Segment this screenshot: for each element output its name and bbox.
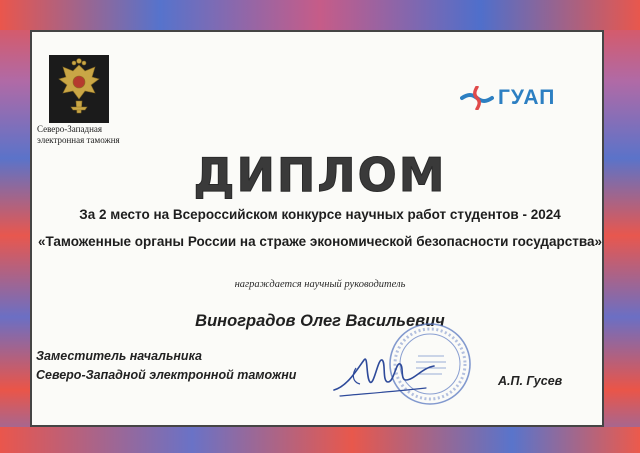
frame-top-band xyxy=(0,0,640,30)
award-line: За 2 место на Всероссийском конкурсе научных работ студентов - 2024 xyxy=(79,207,561,222)
handwritten-signature-icon xyxy=(330,338,440,408)
emblem-caption-line2: электронная таможня xyxy=(37,135,120,145)
emblem-caption xyxy=(37,124,157,146)
signatory-position-line1: Заместитель начальника xyxy=(36,349,203,363)
guap-cross-logo-icon xyxy=(460,86,494,110)
signatory-position-line2: Северо-Западной электронной таможни xyxy=(36,368,297,382)
signatory-position xyxy=(36,347,296,385)
emblem-caption-line1: Северо-Западная xyxy=(37,124,103,134)
customs-emblem-icon xyxy=(49,55,109,123)
guap-logo xyxy=(460,86,555,110)
diploma-title: ДИПЛОМ xyxy=(193,148,447,202)
signatory-name: А.П. Гусев xyxy=(498,374,563,388)
frame-bottom-band xyxy=(0,427,640,453)
contest-topic: «Таможенные органы России на страже экономической безопасности государства» xyxy=(37,234,603,249)
guap-logo-text: ГУАП xyxy=(498,86,556,109)
recipient-name: Виноградов Олег Васильевич xyxy=(195,312,445,330)
awarded-text: награждается научный руководитель xyxy=(234,279,406,290)
